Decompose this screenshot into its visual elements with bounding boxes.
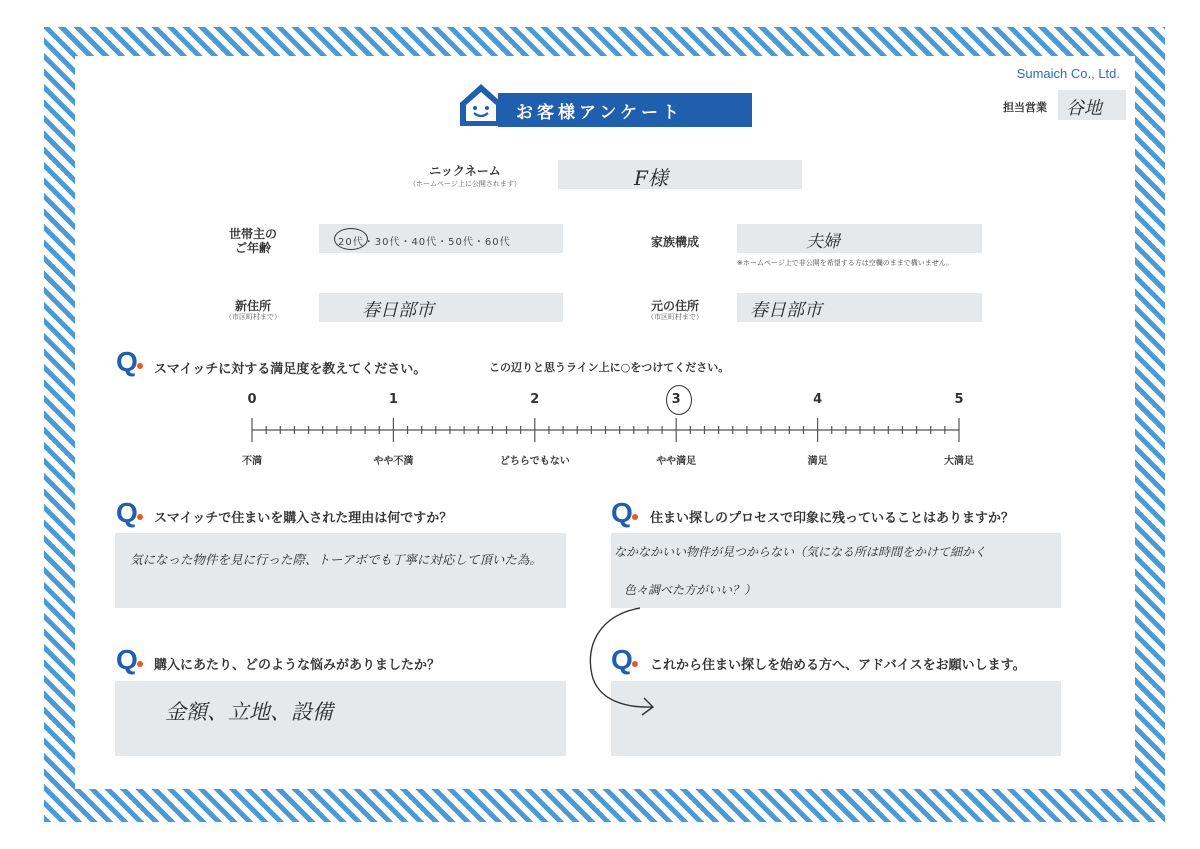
scale-label: 不満 (242, 456, 262, 467)
q-icon-reason: Q (116, 497, 143, 529)
new-address-value: 春日部市 (362, 300, 434, 321)
scale-label: 満足 (807, 456, 828, 467)
survey-title (458, 81, 752, 127)
old-address-value: 春日部市 (750, 300, 822, 321)
scale-number: 2 (530, 392, 540, 407)
old-address-label: 元の住所 (650, 299, 699, 313)
family-value: 夫婦 (806, 232, 840, 252)
scale-number: 3 (671, 392, 681, 407)
age-selected-circle (334, 228, 368, 250)
scale-label: 大満足 (944, 456, 974, 467)
worry-question: 購入にあたり、どのような悩みがありましたか？ (154, 658, 441, 673)
satisfaction-selected-circle (666, 385, 692, 415)
new-address-note: （市区町村まで） (225, 313, 281, 321)
scale-label: どちらでもない (499, 456, 570, 467)
age-options: 20代・30代・40代・50代・60代 (338, 237, 511, 248)
company-name: Sumaich Co., Ltd. (1016, 66, 1120, 81)
nickname-value: F様 (634, 166, 668, 190)
old-address-note: （市区町村まで） (647, 313, 703, 321)
reason-answer-field[interactable] (115, 533, 566, 608)
family-note: ※ホームページ上で非公開を希望する方は空欄のままで構いません。 (737, 259, 954, 267)
nickname-label: ニックネーム (429, 164, 501, 178)
scale-number: 1 (388, 392, 398, 407)
smiling-house-icon (458, 81, 504, 127)
age-label-line2: ご年齢 (234, 241, 271, 255)
new-address-label: 新住所 (234, 299, 271, 313)
impression-answer-line1: なかなかいい物件が見つからない（気になる所は時間をかけて細かく (614, 545, 987, 559)
title-text: お客様アンケート (516, 103, 683, 123)
impression-answer-line2: 色々調べた方がいい？） (624, 583, 757, 597)
satisfaction-instruction: この辺りと思うライン上に○をつけてください。 (489, 361, 730, 374)
q-icon-advice: Q (611, 644, 638, 676)
scale-label: やや満足 (656, 456, 697, 467)
advice-question: これから住まい探しを始める方へ、アドバイスをお願いします。 (650, 658, 1026, 673)
q-icon-satisfaction: Q (116, 346, 143, 378)
scale-number: 0 (247, 392, 257, 407)
scale-number: 4 (813, 392, 823, 407)
age-label-line1: 世帯主の (228, 227, 277, 241)
impression-question: 住まい探しのプロセスで印象に残っていることはありますか？ (650, 511, 1015, 526)
staff-value: 谷地 (1066, 98, 1102, 119)
staff-label: 担当営業 (1003, 101, 1047, 114)
satisfaction-question: スマイッチに対する満足度を教えてください。 (154, 362, 427, 377)
satisfaction-scale[interactable] (240, 410, 980, 450)
worry-answer: 金額、立地、設備 (165, 700, 333, 724)
nickname-note: （ホームページ上に公開されます） (409, 180, 521, 188)
family-field[interactable] (737, 224, 982, 253)
nickname-field[interactable] (558, 160, 802, 189)
scale-label: やや不満 (373, 456, 414, 467)
family-label: 家族構成 (650, 235, 699, 249)
reason-answer: 気になった物件を見に行った際、トーアボでも丁寧に対応して頂いた為。 (130, 552, 542, 567)
advice-answer-field[interactable] (611, 681, 1061, 756)
reason-question: スマイッチで住まいを購入された理由は何ですか？ (154, 511, 453, 526)
handwritten-arrow (580, 600, 670, 720)
q-icon-worry: Q (116, 644, 143, 676)
new-address-field[interactable] (319, 293, 563, 322)
q-icon-impression: Q (611, 497, 638, 529)
scale-number: 5 (954, 392, 964, 407)
